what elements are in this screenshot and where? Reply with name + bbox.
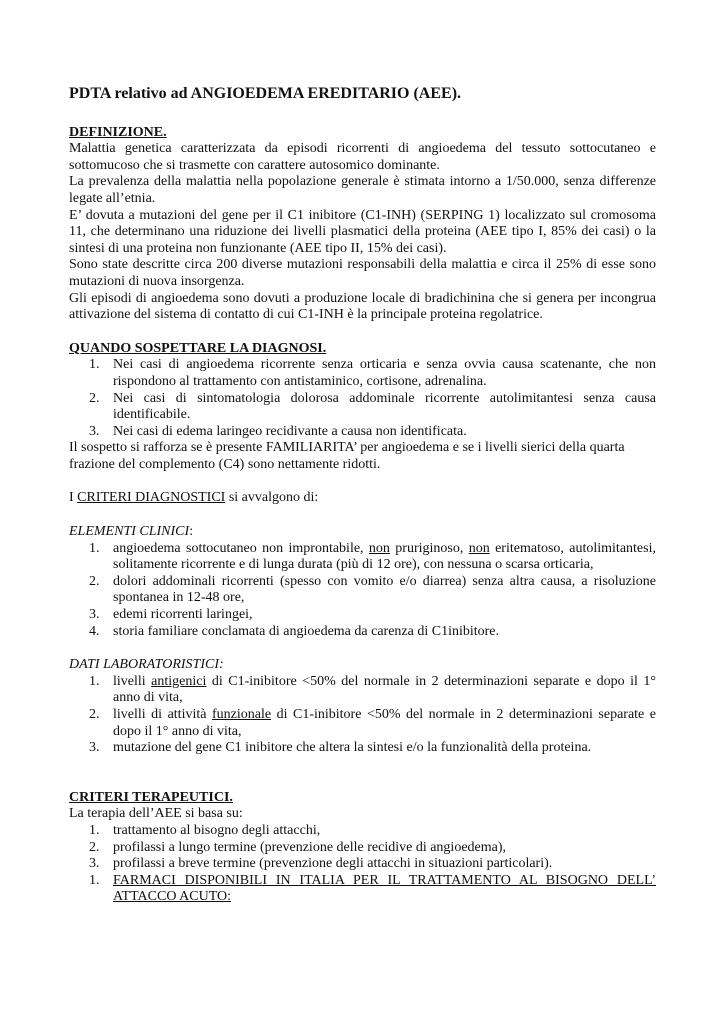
- list-item: 4. storia familiare conclamata di angioedema da carenza di C1inibitore.: [89, 623, 499, 639]
- section-heading-terapeutici: CRITERI TERAPEUTICI.: [69, 789, 233, 805]
- farmaci-heading: FARMACI DISPONIBILI IN ITALIA PER IL TRATTAMENTO AL BISOGNO DELL’ ATTACCO ACUTO:: [113, 872, 656, 905]
- criteri-diagnostici-label: CRITERI DIAGNOSTICI: [77, 490, 226, 506]
- paragraph: La prevalenza della malattia nella popolazione generale è stimata intorno a 1/50.000, senza differenze legate all’etnia.: [69, 174, 656, 206]
- terapeutici-list: [69, 823, 656, 906]
- list-item: 1. trattamento al bisogno degli attacchi,: [89, 822, 321, 838]
- list-item: 1. angioedema sottocutaneo non improntabile, non pruriginoso, non eritematoso, autolimitantesi, solitamente ricorrente e di lunga durata (più di 12 ore), con nessuna o scarsa orticaria,: [89, 540, 656, 573]
- section-heading-sospetto: QUANDO SOSPETTARE LA DIAGNOSI.: [69, 340, 327, 356]
- list-item: 2. livelli di attività funzionale di C1-inibitore <50% del normale in 2 determinazioni separate e dopo il 1° anno di vita,: [89, 707, 657, 739]
- list-item: 3. profilassi a breve termine (prevenzione degli attacchi in situazioni particolari).: [89, 856, 553, 872]
- paragraph: Sono state descritte circa 200 diverse mutazioni responsabili della malattia e circa il 25% di esse sono mutazioni di nuova insorgenza.: [69, 257, 656, 289]
- sospetto-list: [69, 357, 656, 440]
- paragraph: E’ dovuta a mutazioni del gene per il C1 inibitore (C1-INH) (SERPING 1) localizzato sul cromosoma 11, che determinano una riduzione dei livelli plasmatici della proteina (AEE tipo I, 85% dei casi) o la sintesi di una proteina non funzionante (AEE tipo II, 15% dei casi).: [69, 207, 656, 256]
- paragraph: La terapia dell’AEE si basa su:: [69, 806, 243, 822]
- paragraph: Gli episodi di angioedema sono dovuti a produzione locale di bradichinina che si genera per incongrua attivazione del sistema di contatto di cui C1-INH è la principale proteina regolatrice.: [69, 290, 656, 323]
- list-item: 1. FARMACI DISPONIBILI IN ITALIA PER IL TRATTAMENTO AL BISOGNO DELL’ ATTACCO ACUTO:: [89, 872, 656, 905]
- list-item: 3. mutazione del gene C1 inibitore che altera la sintesi e/o la funzionalità della proteina.: [89, 740, 592, 756]
- list-item: 2. Nei casi di sintomatologia dolorosa addominale ricorrente autolimitantesi senza causa identificabile.: [89, 390, 656, 423]
- lab-list: [69, 674, 656, 757]
- document-page: [69, 86, 656, 906]
- list-item: 1. livelli antigenici di C1-inibitore <50% del normale in 2 determinazioni separate e dopo il 1° anno di vita,: [89, 673, 656, 706]
- clinici-list: [69, 541, 656, 641]
- criteri-intro: I CRITERI DIAGNOSTICI si avvalgono di:: [69, 490, 319, 506]
- lab-heading: DATI LABORATORISTICI:: [69, 657, 224, 673]
- list-item: 3. edemi ricorrenti laringei,: [89, 607, 253, 623]
- list-item: 2. dolori addominali ricorrenti (spesso con vomito e/o diarrea) senza altra causa, a risoluzione spontanea in 12-48 ore,: [89, 573, 656, 606]
- list-item: 1. Nei casi di angioedema ricorrente senza orticaria e senza ovvia causa scatenante, che non rispondono al trattamento con antistaminico, cortisone, adrenalina.: [89, 357, 656, 389]
- section-heading-definizione: DEFINIZIONE.: [69, 124, 167, 140]
- list-item: 3. Nei casi di edema laringeo recidivante a causa non identificata.: [89, 423, 467, 439]
- paragraph: Il sospetto si rafforza se è presente FAMILIARITA’ per angioedema e se i livelli sierici della quarta frazione del complemento (C4) sono nettamente ridotti.: [69, 440, 625, 472]
- document-title: PDTA relativo ad ANGIOEDEMA EREDITARIO (AEE).: [69, 85, 462, 102]
- paragraph: Malattia genetica caratterizzata da episodi ricorrenti di angioedema del tessuto sottocutaneo e sottomucoso che si trasmette con carattere autosomico dominante.: [69, 141, 656, 173]
- list-item: 2. profilassi a lungo termine (prevenzione delle recidive di angioedema),: [89, 839, 507, 855]
- clinici-heading: ELEMENTI CLINICI:: [69, 524, 194, 540]
